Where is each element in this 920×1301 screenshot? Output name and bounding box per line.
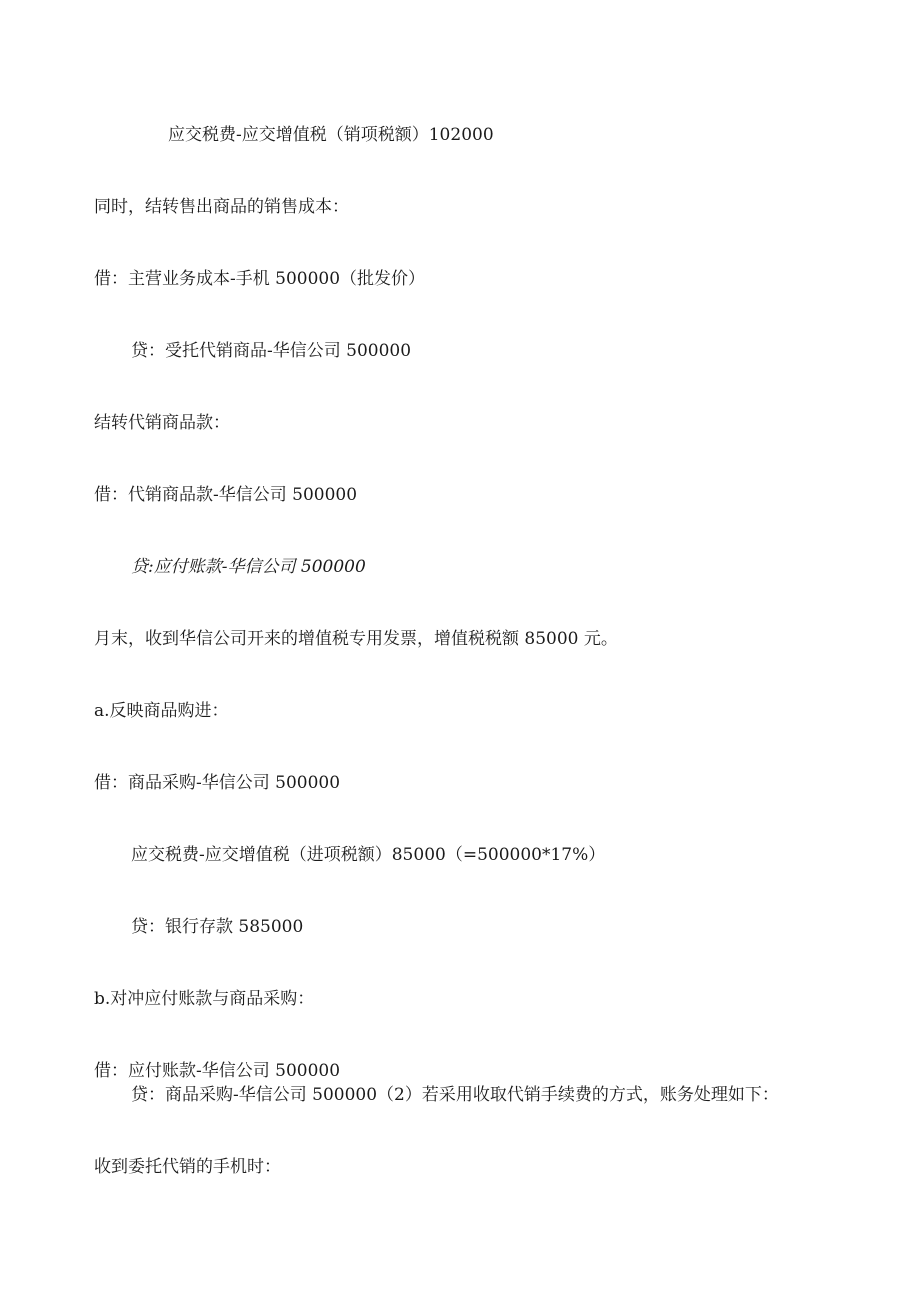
text-line: 应交税费-应交增值税（进项税额）85000（=500000*17%） <box>131 845 606 865</box>
text-line: 贷：银行存款 585000 <box>131 917 304 937</box>
text-line: 借：商品采购-华信公司 500000 <box>94 773 341 793</box>
text-line: 收到委托代销的手机时： <box>94 1157 281 1177</box>
text-line: 借：应付账款-华信公司 500000 <box>94 1061 341 1081</box>
text-line: 结转代销商品款： <box>94 413 230 433</box>
text-line: 贷：受托代销商品-华信公司 500000 <box>131 341 412 361</box>
text-line: 借：主营业务成本-手机 500000（批发价） <box>94 269 426 289</box>
text-line: b.对冲应付账款与商品采购： <box>94 989 315 1009</box>
text-line: 应交税费-应交增值税（销项税额）102000 <box>168 125 494 145</box>
text-line: 同时，结转售出商品的销售成本： <box>94 197 349 217</box>
text-line: a.反映商品购进： <box>94 701 229 721</box>
text-line: 月末，收到华信公司开来的增值税专用发票，增值税税额 85000 元。 <box>94 629 618 649</box>
text-line: 借：代销商品款-华信公司 500000 <box>94 485 358 505</box>
text-line: 贷:应付账款-华信公司 500000 <box>131 557 366 577</box>
text-line: 贷：商品采购-华信公司 500000（2）若采用收取代销手续费的方式，账务处理如下： <box>131 1085 779 1105</box>
